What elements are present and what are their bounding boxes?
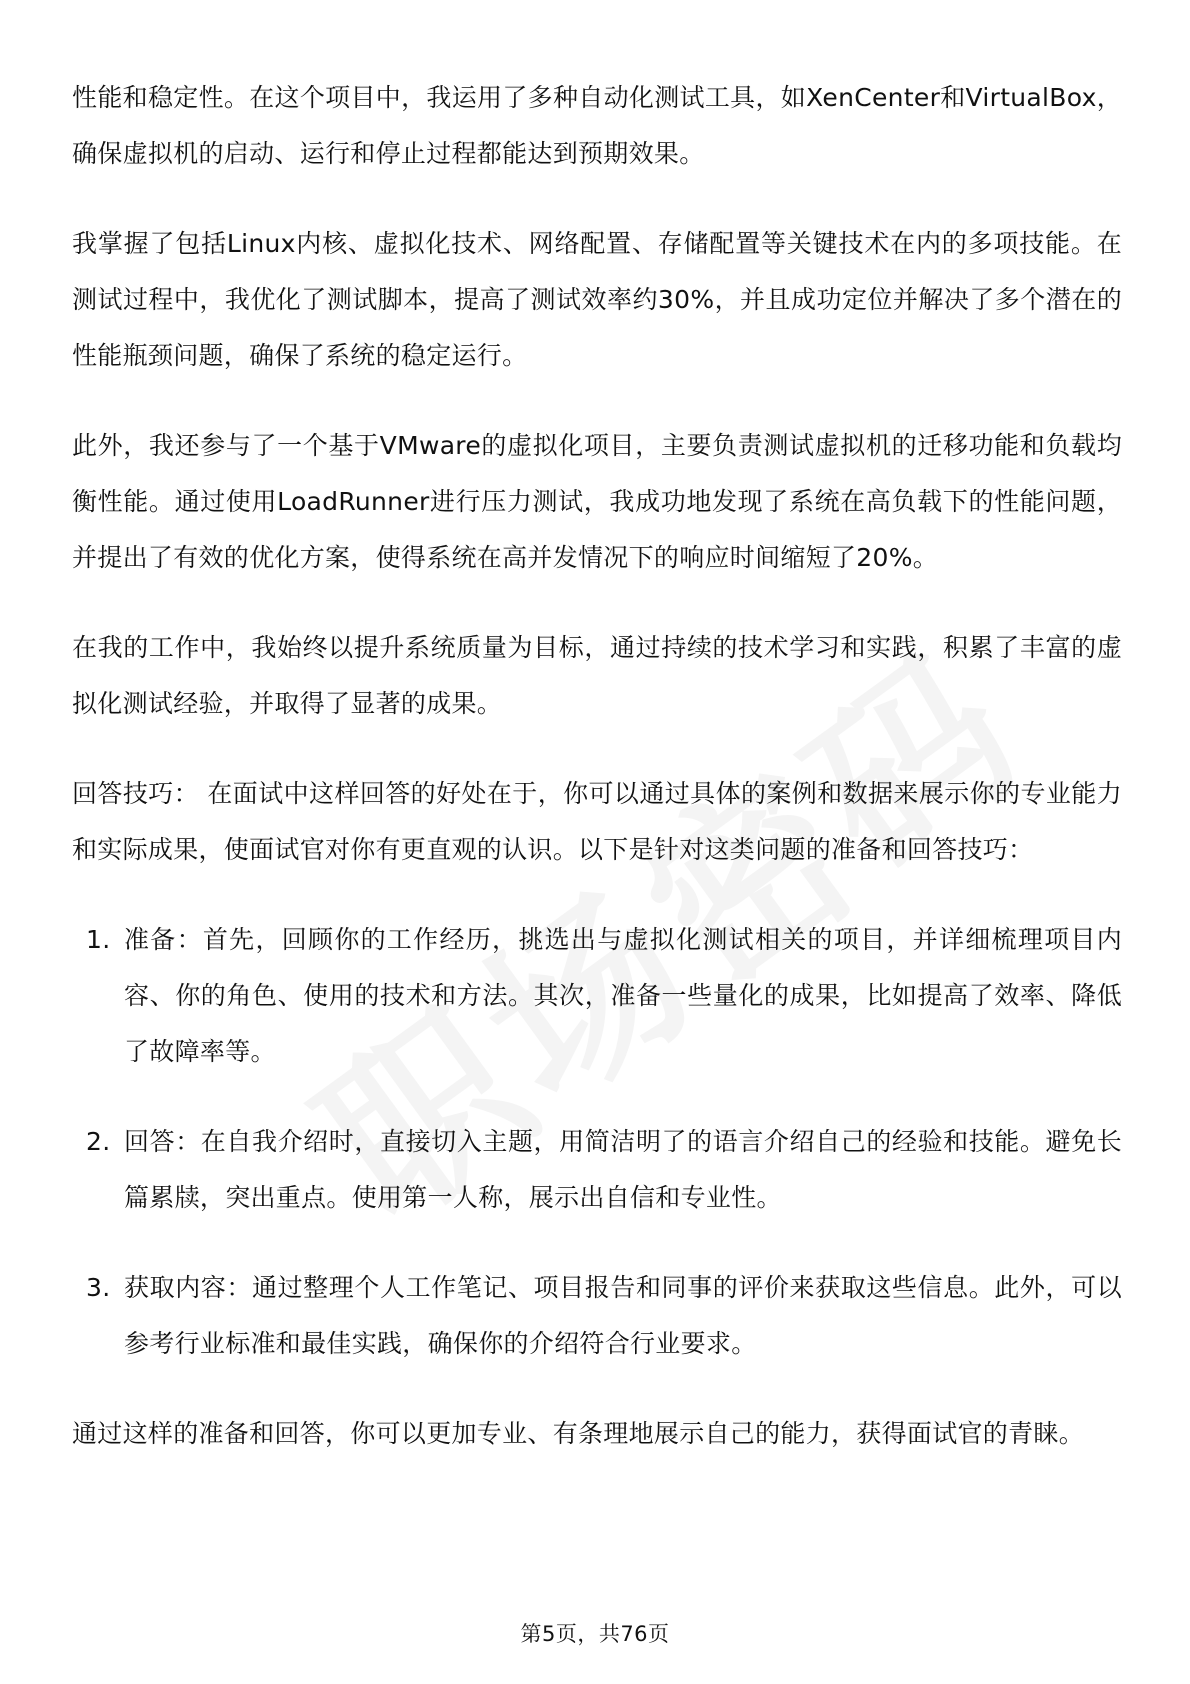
paragraph-vmware-project: 此外，我还参与了一个基于VMware的虚拟化项目，主要负责测试虚拟机的迁移功能和负载均衡性能。通过使用LoadRunner进行压力测试，我成功地发现了系统在高负载下的性能问题，并提出了有效的优化方案，使得系统在高并发情况下的响应时间缩短了20%。: [72, 431, 1122, 572]
paragraph-skills: 我掌握了包括Linux内核、虚拟化技术、网络配置、存储配置等关键技术在内的多项技能。在测试过程中，我优化了测试脚本，提高了测试效率约30%，并且成功定位并解决了多个潜在的性能瓶颈问题，确保了系统的稳定运行。: [72, 229, 1122, 370]
document-body: [72, 70, 1122, 1496]
tips-list: [72, 912, 1122, 1372]
list-item-number: 3.: [86, 1273, 111, 1302]
list-item-number: 2.: [86, 1127, 111, 1156]
list-item-text: 获取内容：通过整理个人工作笔记、项目报告和同事的评价来获取这些信息。此外，可以参考行业标准和最佳实践，确保你的介绍符合行业要求。: [124, 1273, 1122, 1358]
paragraph-closing: 通过这样的准备和回答，你可以更加专业、有条理地展示自己的能力，获得面试官的青睐。: [72, 1419, 1085, 1448]
paragraph-answer-tips: 回答技巧： 在面试中这样回答的好处在于，你可以通过具体的案例和数据来展示你的专业能力和实际成果，使面试官对你有更直观的认识。以下是针对这类问题的准备和回答技巧：: [72, 779, 1122, 864]
list-item: [72, 1260, 1122, 1372]
list-item: [72, 1114, 1122, 1226]
page-footer: 第5页，共76页: [520, 1622, 670, 1646]
list-item-number: 1.: [86, 925, 111, 954]
paragraph-summary: 在我的工作中，我始终以提升系统质量为目标，通过持续的技术学习和实践，积累了丰富的虚拟化测试经验，并取得了显著的成果。: [72, 633, 1122, 718]
list-item-text: 回答：在自我介绍时，直接切入主题，用简洁明了的语言介绍自己的经验和技能。避免长篇累牍，突出重点。使用第一人称，展示出自信和专业性。: [124, 1127, 1122, 1212]
paragraph-project-tools: 性能和稳定性。在这个项目中，我运用了多种自动化测试工具，如XenCenter和VirtualBox，确保虚拟机的启动、运行和停止过程都能达到预期效果。: [72, 83, 1122, 168]
list-item-text: 准备：首先，回顾你的工作经历，挑选出与虚拟化测试相关的项目，并详细梳理项目内容、你的角色、使用的技术和方法。其次，准备一些量化的成果，比如提高了效率、降低了故障率等。: [124, 925, 1122, 1066]
list-item: [72, 912, 1122, 1080]
